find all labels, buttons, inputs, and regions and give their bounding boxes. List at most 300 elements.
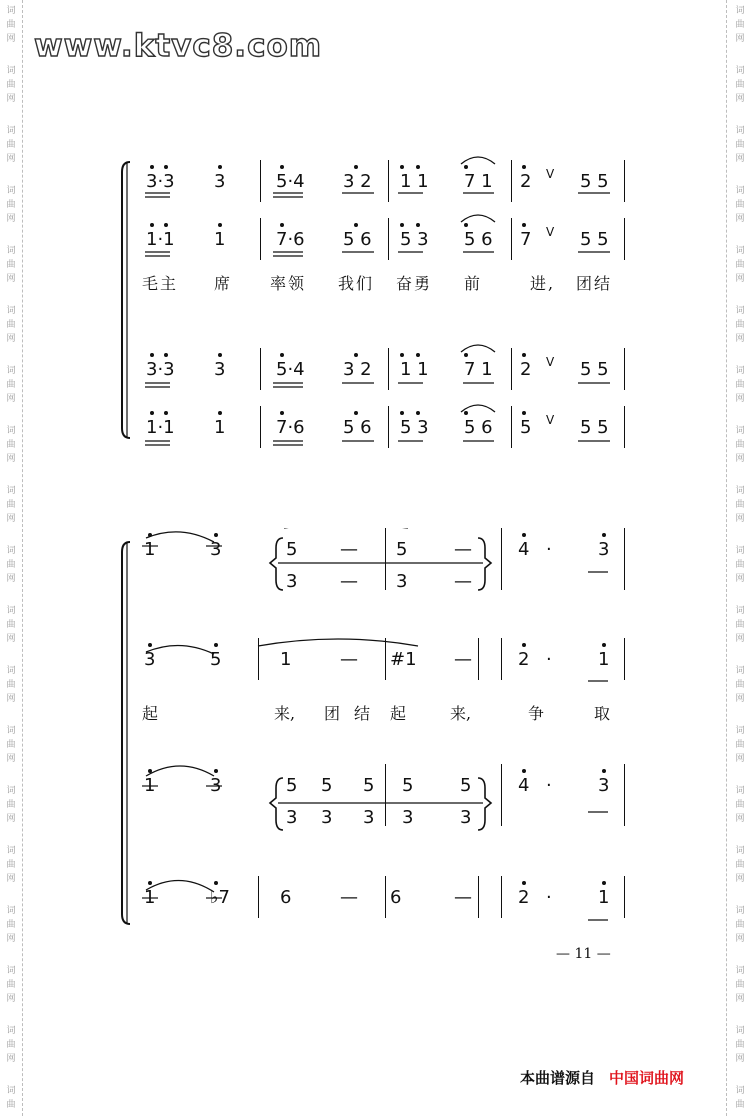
side-mark-char: 词 (735, 246, 745, 256)
left-watermark-strip (4, 0, 18, 1116)
barline (511, 160, 512, 202)
side-mark-char: 词 (6, 546, 16, 556)
lyric-char: 进, (530, 274, 556, 293)
octave-dot-above (602, 643, 606, 647)
octave-dot-above (522, 353, 526, 357)
page-number: — 11 — (556, 946, 611, 962)
octave-dot-above (416, 411, 420, 415)
side-mark-char: 词 (6, 726, 16, 736)
side-mark-char: 曲 (6, 200, 16, 210)
note: 5 (520, 417, 532, 438)
note: 1 (214, 229, 226, 250)
barline (260, 160, 261, 202)
octave-dot-above (218, 165, 222, 169)
right-page-border (726, 0, 727, 1116)
octave-dot-above (164, 223, 168, 227)
note-lower-voice: 3 (402, 807, 414, 828)
note: 3 2 (343, 171, 372, 192)
side-mark-char: 词 (6, 846, 16, 856)
note: 1 1 (400, 171, 429, 192)
note: 5 3 (400, 417, 429, 438)
octave-dot-above (400, 353, 404, 357)
barline (624, 638, 625, 680)
octave-dot-above (400, 165, 404, 169)
side-mark-char: 曲 (6, 800, 16, 810)
side-mark-char: 网 (6, 754, 16, 764)
note: — (454, 539, 472, 560)
side-mark-char: 词 (6, 366, 16, 376)
side-mark-char: 曲 (6, 740, 16, 750)
octave-dot-above (218, 411, 222, 415)
note: — (454, 649, 472, 670)
note: 3·3 (146, 171, 175, 192)
barline (385, 876, 386, 918)
side-mark-char: 曲 (6, 980, 16, 990)
lyric-char: 毛主 (142, 274, 179, 293)
side-mark-char: 词 (6, 666, 16, 676)
note-lower-voice: — (340, 571, 358, 592)
note: — (340, 539, 358, 560)
note: — (454, 887, 472, 908)
side-mark-char: 曲 (6, 620, 16, 630)
side-mark-char: 网 (6, 574, 16, 584)
note: ♭7 (210, 887, 230, 908)
side-mark-char: 曲 (735, 980, 745, 990)
note: 3 2 (343, 359, 372, 380)
barline (501, 528, 502, 590)
octave-dot-above (522, 533, 526, 537)
octave-dot-above (150, 353, 154, 357)
side-mark-char: 网 (6, 874, 16, 884)
note: 5 5 (580, 359, 609, 380)
barline (501, 764, 502, 826)
barline (388, 348, 389, 390)
octave-dot-above (150, 165, 154, 169)
note: 5 (396, 539, 408, 560)
side-mark-char: 网 (6, 154, 16, 164)
barline (388, 218, 389, 260)
side-mark-char: 曲 (6, 80, 16, 90)
side-mark-char: 网 (6, 694, 16, 704)
side-mark-char: 词 (735, 66, 745, 76)
note: · (546, 539, 552, 560)
side-mark-char: 词 (6, 606, 16, 616)
barline (385, 638, 386, 680)
side-mark-char: 词 (6, 1086, 16, 1096)
octave-dot-above (602, 881, 606, 885)
barline (258, 876, 259, 918)
note: · (546, 887, 552, 908)
note: 3 (598, 775, 610, 796)
note: 7·6 (276, 417, 305, 438)
barline (511, 406, 512, 448)
note: 5 (363, 775, 375, 796)
side-mark-char: 词 (735, 666, 745, 676)
side-mark-char: 网 (735, 574, 745, 584)
note: 1 (598, 887, 610, 908)
side-mark-char: 曲 (735, 1040, 745, 1050)
lyric-char: 来, (450, 704, 472, 723)
side-mark-char: 词 (735, 366, 745, 376)
side-mark-char: 曲 (6, 920, 16, 930)
side-mark-char: 词 (735, 426, 745, 436)
lyric-char: 率领 (270, 274, 307, 293)
side-mark-char: 词 (6, 186, 16, 196)
note: 5 (286, 775, 298, 796)
note: 5 6 (464, 229, 493, 250)
side-mark-char: 网 (6, 214, 16, 224)
note: 5 (460, 775, 472, 796)
lyric-char: 我们 (338, 274, 375, 293)
note: 2 (518, 649, 530, 670)
note-lower-voice: 3 (321, 807, 333, 828)
lyric-char: 取 (594, 704, 611, 723)
side-mark-char: 词 (735, 786, 745, 796)
note-lower-voice: 3 (286, 571, 298, 592)
octave-dot-above (602, 769, 606, 773)
note: 3 (210, 775, 222, 796)
side-mark-char: 词 (6, 786, 16, 796)
breath-mark: V (546, 225, 555, 239)
note: 7 (520, 229, 532, 250)
octave-dot-above (218, 223, 222, 227)
note: 5 6 (464, 417, 493, 438)
side-mark-char: 网 (735, 334, 745, 344)
side-mark-char: 网 (6, 934, 16, 944)
note: 5·4 (276, 171, 305, 192)
side-mark-char: 曲 (735, 860, 745, 870)
octave-dot-above (148, 533, 152, 537)
barline (260, 406, 261, 448)
note: — (340, 649, 358, 670)
side-mark-char: 网 (735, 814, 745, 824)
side-mark-char: 网 (735, 154, 745, 164)
octave-dot-above (416, 165, 420, 169)
side-mark-char: 曲 (6, 140, 16, 150)
side-mark-char: 曲 (6, 680, 16, 690)
octave-dot-above (354, 165, 358, 169)
barline (260, 218, 261, 260)
note: #1 (390, 649, 417, 670)
octave-dot-above (464, 223, 468, 227)
octave-dot-above (354, 411, 358, 415)
barline (624, 764, 625, 826)
octave-dot-above (150, 411, 154, 415)
lyric-char: 争 (528, 704, 545, 723)
octave-dot-above (164, 411, 168, 415)
side-mark-char: 词 (6, 126, 16, 136)
side-mark-char: 词 (735, 846, 745, 856)
lyric-char: 起 (142, 704, 159, 723)
breath-mark: V (546, 355, 555, 369)
note: 7·6 (276, 229, 305, 250)
barline (385, 528, 386, 590)
note: 3·3 (146, 359, 175, 380)
octave-dot-above (280, 411, 284, 415)
octave-dot-above (522, 881, 526, 885)
side-mark-char: 曲 (6, 1040, 16, 1050)
side-mark-char: 词 (6, 66, 16, 76)
octave-dot-above (214, 769, 218, 773)
octave-dot-above (522, 165, 526, 169)
side-mark-char: 曲 (6, 320, 16, 330)
octave-dot-above (148, 769, 152, 773)
note-lower-voice: — (454, 571, 472, 592)
side-mark-char: 词 (6, 906, 16, 916)
side-mark-char: 网 (735, 214, 745, 224)
octave-dot-above (416, 223, 420, 227)
barline (624, 218, 625, 260)
note: 7 1 (464, 359, 493, 380)
side-mark-char: 词 (735, 726, 745, 736)
note: 1 (280, 649, 292, 670)
side-mark-char: 网 (6, 1054, 16, 1064)
note: 1 1 (400, 359, 429, 380)
octave-dot-above (400, 223, 404, 227)
side-mark-char: 网 (735, 34, 745, 44)
side-mark-char: 曲 (6, 560, 16, 570)
note: · (546, 775, 552, 796)
source-label: 本曲谱源自 (520, 1069, 596, 1087)
note: 2 (518, 887, 530, 908)
note: 4 (518, 775, 530, 796)
octave-dot-above (522, 411, 526, 415)
lyric-char: 席 (214, 274, 233, 293)
octave-dot-above (214, 643, 218, 647)
note: 3 (214, 171, 226, 192)
note: 3 (210, 539, 222, 560)
side-mark-char: 曲 (735, 740, 745, 750)
side-mark-char: 曲 (735, 320, 745, 330)
side-mark-char: 曲 (735, 200, 745, 210)
side-mark-char: 词 (735, 606, 745, 616)
note: 5 (286, 539, 298, 560)
side-mark-char: 词 (735, 186, 745, 196)
note: 1·1 (146, 229, 175, 250)
octave-dot-above (522, 223, 526, 227)
side-mark-char: 曲 (735, 800, 745, 810)
barline (511, 348, 512, 390)
barline (258, 638, 259, 680)
side-mark-char: 词 (6, 246, 16, 256)
note-lower-voice: 3 (460, 807, 472, 828)
octave-dot-above (354, 223, 358, 227)
side-mark-char: 曲 (735, 620, 745, 630)
side-mark-char: 曲 (735, 140, 745, 150)
side-mark-char: 词 (735, 6, 745, 16)
octave-dot-above (464, 165, 468, 169)
side-mark-char: 网 (735, 274, 745, 284)
note: · (546, 649, 552, 670)
note: 5 (321, 775, 333, 796)
site-watermark: www.ktvc8.com (34, 28, 323, 64)
barline (624, 348, 625, 390)
score-system-1 (118, 150, 638, 450)
octave-dot-above (148, 881, 152, 885)
side-mark-char: 词 (735, 966, 745, 976)
octave-dot-above (150, 223, 154, 227)
side-mark-char: 网 (735, 394, 745, 404)
side-mark-char: 词 (6, 486, 16, 496)
side-mark-char: 词 (735, 486, 745, 496)
octave-dot-above (214, 533, 218, 537)
octave-dot-above (602, 533, 606, 537)
side-mark-char: 曲 (6, 440, 16, 450)
side-mark-char: 网 (6, 334, 16, 344)
side-mark-char: 网 (6, 994, 16, 1004)
side-mark-char: 曲 (6, 260, 16, 270)
side-mark-char: 网 (6, 514, 16, 524)
breath-mark: V (546, 167, 555, 181)
side-mark-char: 网 (735, 1054, 745, 1064)
note: 5 5 (580, 171, 609, 192)
score-system-2 (118, 528, 638, 928)
side-mark-char: 词 (6, 966, 16, 976)
barline (388, 160, 389, 202)
lyric-char: 奋勇 (396, 274, 433, 293)
side-mark-char: 词 (6, 1026, 16, 1036)
octave-dot-above (280, 353, 284, 357)
barline (501, 638, 502, 680)
note: 5 6 (343, 417, 372, 438)
side-mark-char: 曲 (6, 20, 16, 30)
system-1-brace-and-slurs (118, 150, 638, 450)
note: 1 (598, 649, 610, 670)
octave-dot-above (214, 881, 218, 885)
side-mark-char: 曲 (6, 500, 16, 510)
note: 5 5 (580, 229, 609, 250)
side-mark-char: 词 (6, 6, 16, 16)
side-mark-char: 曲 (6, 1100, 16, 1110)
note: 6 (280, 887, 292, 908)
note: — (340, 887, 358, 908)
octave-dot-above (522, 769, 526, 773)
lyric-char: 起 (390, 704, 407, 723)
side-mark-char: 曲 (735, 560, 745, 570)
note-lower-voice: 3 (286, 807, 298, 828)
barline (624, 528, 625, 590)
barline (624, 406, 625, 448)
note: 5 (210, 649, 222, 670)
note: 5 (402, 775, 414, 796)
lyric-char: 结 (354, 704, 371, 723)
side-mark-char: 网 (735, 634, 745, 644)
side-mark-char: 网 (735, 934, 745, 944)
octave-dot-above (464, 411, 468, 415)
side-mark-char: 曲 (735, 380, 745, 390)
side-mark-char: 网 (6, 454, 16, 464)
barline (501, 876, 502, 918)
side-mark-char: 词 (735, 546, 745, 556)
note: 1 (214, 417, 226, 438)
note: 1·1 (146, 417, 175, 438)
side-mark-char: 曲 (735, 1100, 745, 1110)
note-lower-voice: 3 (396, 571, 408, 592)
side-mark-char: 网 (735, 514, 745, 524)
side-mark-char: 曲 (6, 860, 16, 870)
note: 3 (144, 649, 156, 670)
side-mark-char: 网 (735, 874, 745, 884)
side-mark-char: 网 (6, 274, 16, 284)
side-mark-char: 网 (6, 814, 16, 824)
system-2-brace-and-slurs (118, 528, 638, 928)
side-mark-char: 网 (735, 754, 745, 764)
note: 5 6 (343, 229, 372, 250)
barline (260, 348, 261, 390)
source-credit (520, 1067, 684, 1088)
side-mark-char: 网 (735, 94, 745, 104)
side-mark-char: 网 (735, 694, 745, 704)
breath-mark: V (546, 413, 555, 427)
octave-dot-above (400, 411, 404, 415)
octave-dot-above (164, 353, 168, 357)
side-mark-char: 曲 (735, 920, 745, 930)
lyric-char: 团结 (576, 274, 613, 293)
right-watermark-strip (733, 0, 747, 1116)
side-mark-char: 词 (735, 306, 745, 316)
octave-dot-above (218, 353, 222, 357)
note: 5·4 (276, 359, 305, 380)
side-mark-char: 词 (735, 1026, 745, 1036)
side-mark-char: 网 (735, 454, 745, 464)
lyric-char: 团 (324, 704, 341, 723)
note: 2 (520, 171, 532, 192)
note: 4 (518, 539, 530, 560)
barline (624, 160, 625, 202)
side-mark-char: 网 (6, 94, 16, 104)
left-page-border (22, 0, 23, 1116)
note: 1 (144, 539, 156, 560)
octave-dot-above (280, 223, 284, 227)
note: 5 3 (400, 229, 429, 250)
octave-dot-above (280, 165, 284, 169)
note: 3 (214, 359, 226, 380)
barline (478, 876, 479, 918)
side-mark-char: 曲 (735, 260, 745, 270)
side-mark-char: 曲 (6, 380, 16, 390)
octave-dot-above (416, 353, 420, 357)
note: 1 (144, 887, 156, 908)
side-mark-char: 网 (6, 634, 16, 644)
octave-dot-above (522, 643, 526, 647)
note-lower-voice: 3 (363, 807, 375, 828)
side-mark-char: 曲 (735, 440, 745, 450)
side-mark-char: 词 (735, 906, 745, 916)
side-mark-char: 曲 (735, 80, 745, 90)
barline (624, 876, 625, 918)
side-mark-char: 曲 (735, 20, 745, 30)
lyric-char: 来, (274, 704, 296, 723)
barline (385, 764, 386, 826)
note: 2 (520, 359, 532, 380)
note: 3 (598, 539, 610, 560)
side-mark-char: 曲 (735, 500, 745, 510)
octave-dot-above (464, 353, 468, 357)
note: 1 (144, 775, 156, 796)
octave-dot-above (164, 165, 168, 169)
barline (478, 638, 479, 680)
side-mark-char: 曲 (735, 680, 745, 690)
side-mark-char: 词 (6, 306, 16, 316)
side-mark-char: 网 (6, 34, 16, 44)
source-site-name: 中国词曲网 (609, 1069, 685, 1087)
barline (388, 406, 389, 448)
barline (511, 218, 512, 260)
note: 6 (390, 887, 402, 908)
side-mark-char: 词 (735, 1086, 745, 1096)
note: 7 1 (464, 171, 493, 192)
lyric-char: 前 (464, 274, 483, 293)
